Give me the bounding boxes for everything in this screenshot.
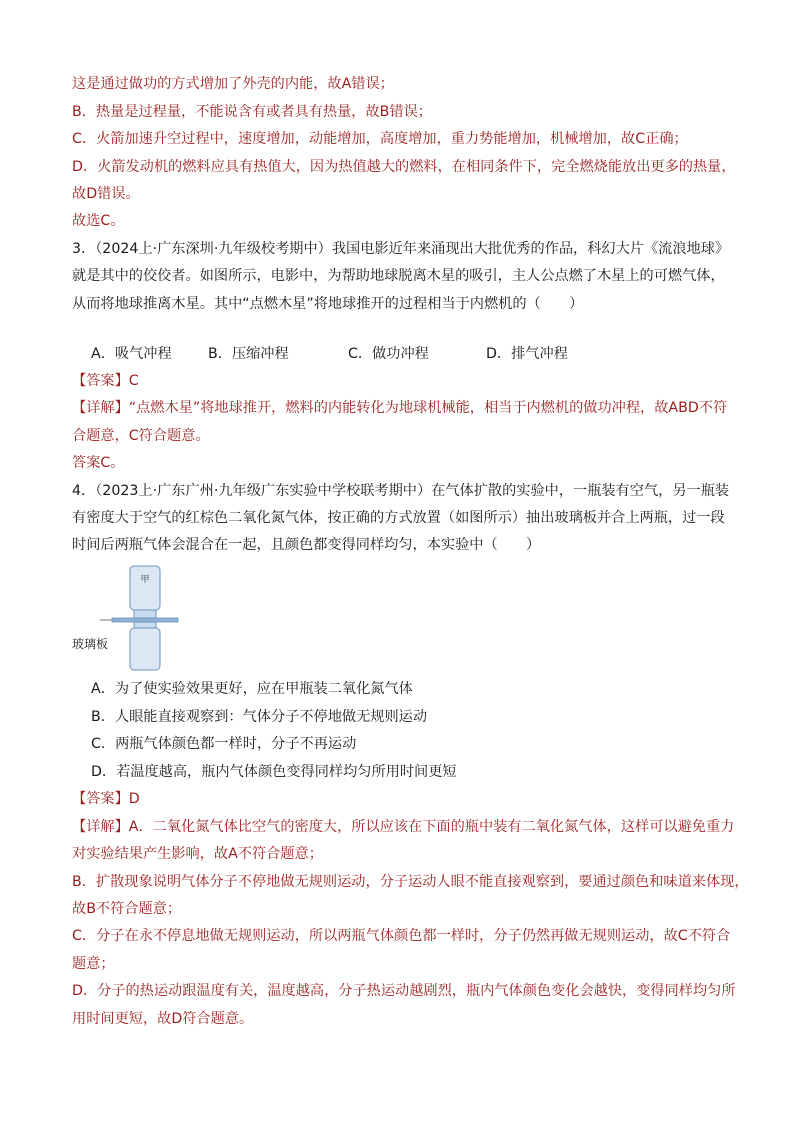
glass-plate-label: 玻璃板 — [72, 637, 109, 651]
question-3-text: 3．（2024上·广东深圳·九年级校考期中）我国电影近年来涌现出大批优秀的作品，科幻大片《流浪地球》 — [72, 241, 730, 257]
option-c: C．两瓶气体颜色都一样时，分子不再运动 — [91, 736, 357, 752]
detail-text: 故B不符合题意； — [72, 901, 182, 917]
solution-line: 故选C。 — [72, 213, 125, 229]
option-d: D．若温度越高，瓶内气体颜色变得同样均匀所用时间更短 — [91, 764, 457, 780]
detail-text: 题意； — [72, 956, 115, 972]
solution-line: 故D错误。 — [72, 186, 140, 202]
question-4-text: 4．（2023上·广东广州·九年级广东实验中学校联考期中）在气体扩散的实验中，一瓶装有空气，另一瓶装 — [72, 483, 730, 499]
gas-diffusion-figure — [100, 562, 190, 672]
detail-text: B．扩散现象说明气体分子不停地做无规则运动，分子运动人眼不能直接观察到，要通过颜色和味道来体现， — [72, 874, 749, 890]
detail-text: 合题意，C符合题意。 — [72, 428, 210, 444]
final-answer: 答案C。 — [72, 455, 125, 471]
upper-bottle — [130, 566, 160, 610]
detail-text: 【详解】“点燃木星”将地球推开，燃料的内能转化为地球机械能，相当于内燃机的做功冲程，故ABD不符 — [72, 400, 728, 416]
option-c: C．做功冲程 — [348, 346, 429, 362]
glass-plate — [112, 618, 178, 622]
detail-text: 用时间更短，故D符合题意。 — [72, 1011, 254, 1027]
detail-text: D．分子的热运动跟温度有关，温度越高，分子热运动越剧烈，瓶内气体颜色变化会越快，变得同样均匀所 — [72, 983, 736, 999]
upper-bottle-neck — [134, 610, 156, 618]
detail-text: 【详解】A．二氧化氮气体比空气的密度大，所以应该在下面的瓶中装有二氧化氮气体，这样可以避免重力 — [72, 819, 735, 835]
question-4-text: 时间后两瓶气体会混合在一起，且颜色都变得同样均匀，本实验中（ ） — [72, 537, 541, 553]
question-3-text: 从而将地球推离木星。其中“点燃木星”将地球推开的过程相当于内燃机的（ ） — [72, 296, 584, 312]
option-a: A．吸气冲程 — [91, 346, 172, 362]
bottle-label: 甲 — [140, 575, 150, 585]
question-3-text: 就是其中的佼佼者。如图所示，电影中，为帮助地球脱离木星的吸引，主人公点燃了木星上的可燃气体， — [72, 268, 725, 284]
answer-label: 【答案】D — [72, 791, 140, 807]
solution-line: C．火箭加速升空过程中，速度增加，动能增加，高度增加，重力势能增加，机械增加，故C正确； — [72, 131, 688, 147]
question-4-text: 有密度大于空气的红棕色二氧化氮气体，按正确的方式放置（如图所示）抽出玻璃板并合上两瓶，过一段 — [72, 510, 725, 526]
answer-label: 【答案】C — [72, 373, 139, 389]
detail-text: 对实验结果产生影响，故A不符合题意； — [72, 846, 323, 862]
option-d: D．排气冲程 — [486, 346, 568, 362]
solution-line: 这是通过做功的方式增加了外壳的内能，故A错误； — [72, 76, 394, 92]
option-a: A．为了使实验效果更好，应在甲瓶装二氧化氮气体 — [91, 681, 413, 697]
option-b: B．人眼能直接观察到：气体分子不停地做无规则运动 — [91, 709, 428, 725]
detail-text: C．分子在永不停息地做无规则运动，所以两瓶气体颜色都一样时，分子仍然再做无规则运动，故C不符合 — [72, 928, 731, 944]
solution-line: D．火箭发动机的燃料应具有热值大，因为热值越大的燃料，在相同条件下，完全燃烧能放出更多的热量， — [72, 159, 736, 175]
solution-line: B．热量是过程量，不能说含有或者具有热量，故B错误； — [72, 104, 432, 120]
option-b: B．压缩冲程 — [208, 346, 289, 362]
lower-bottle — [130, 628, 160, 670]
